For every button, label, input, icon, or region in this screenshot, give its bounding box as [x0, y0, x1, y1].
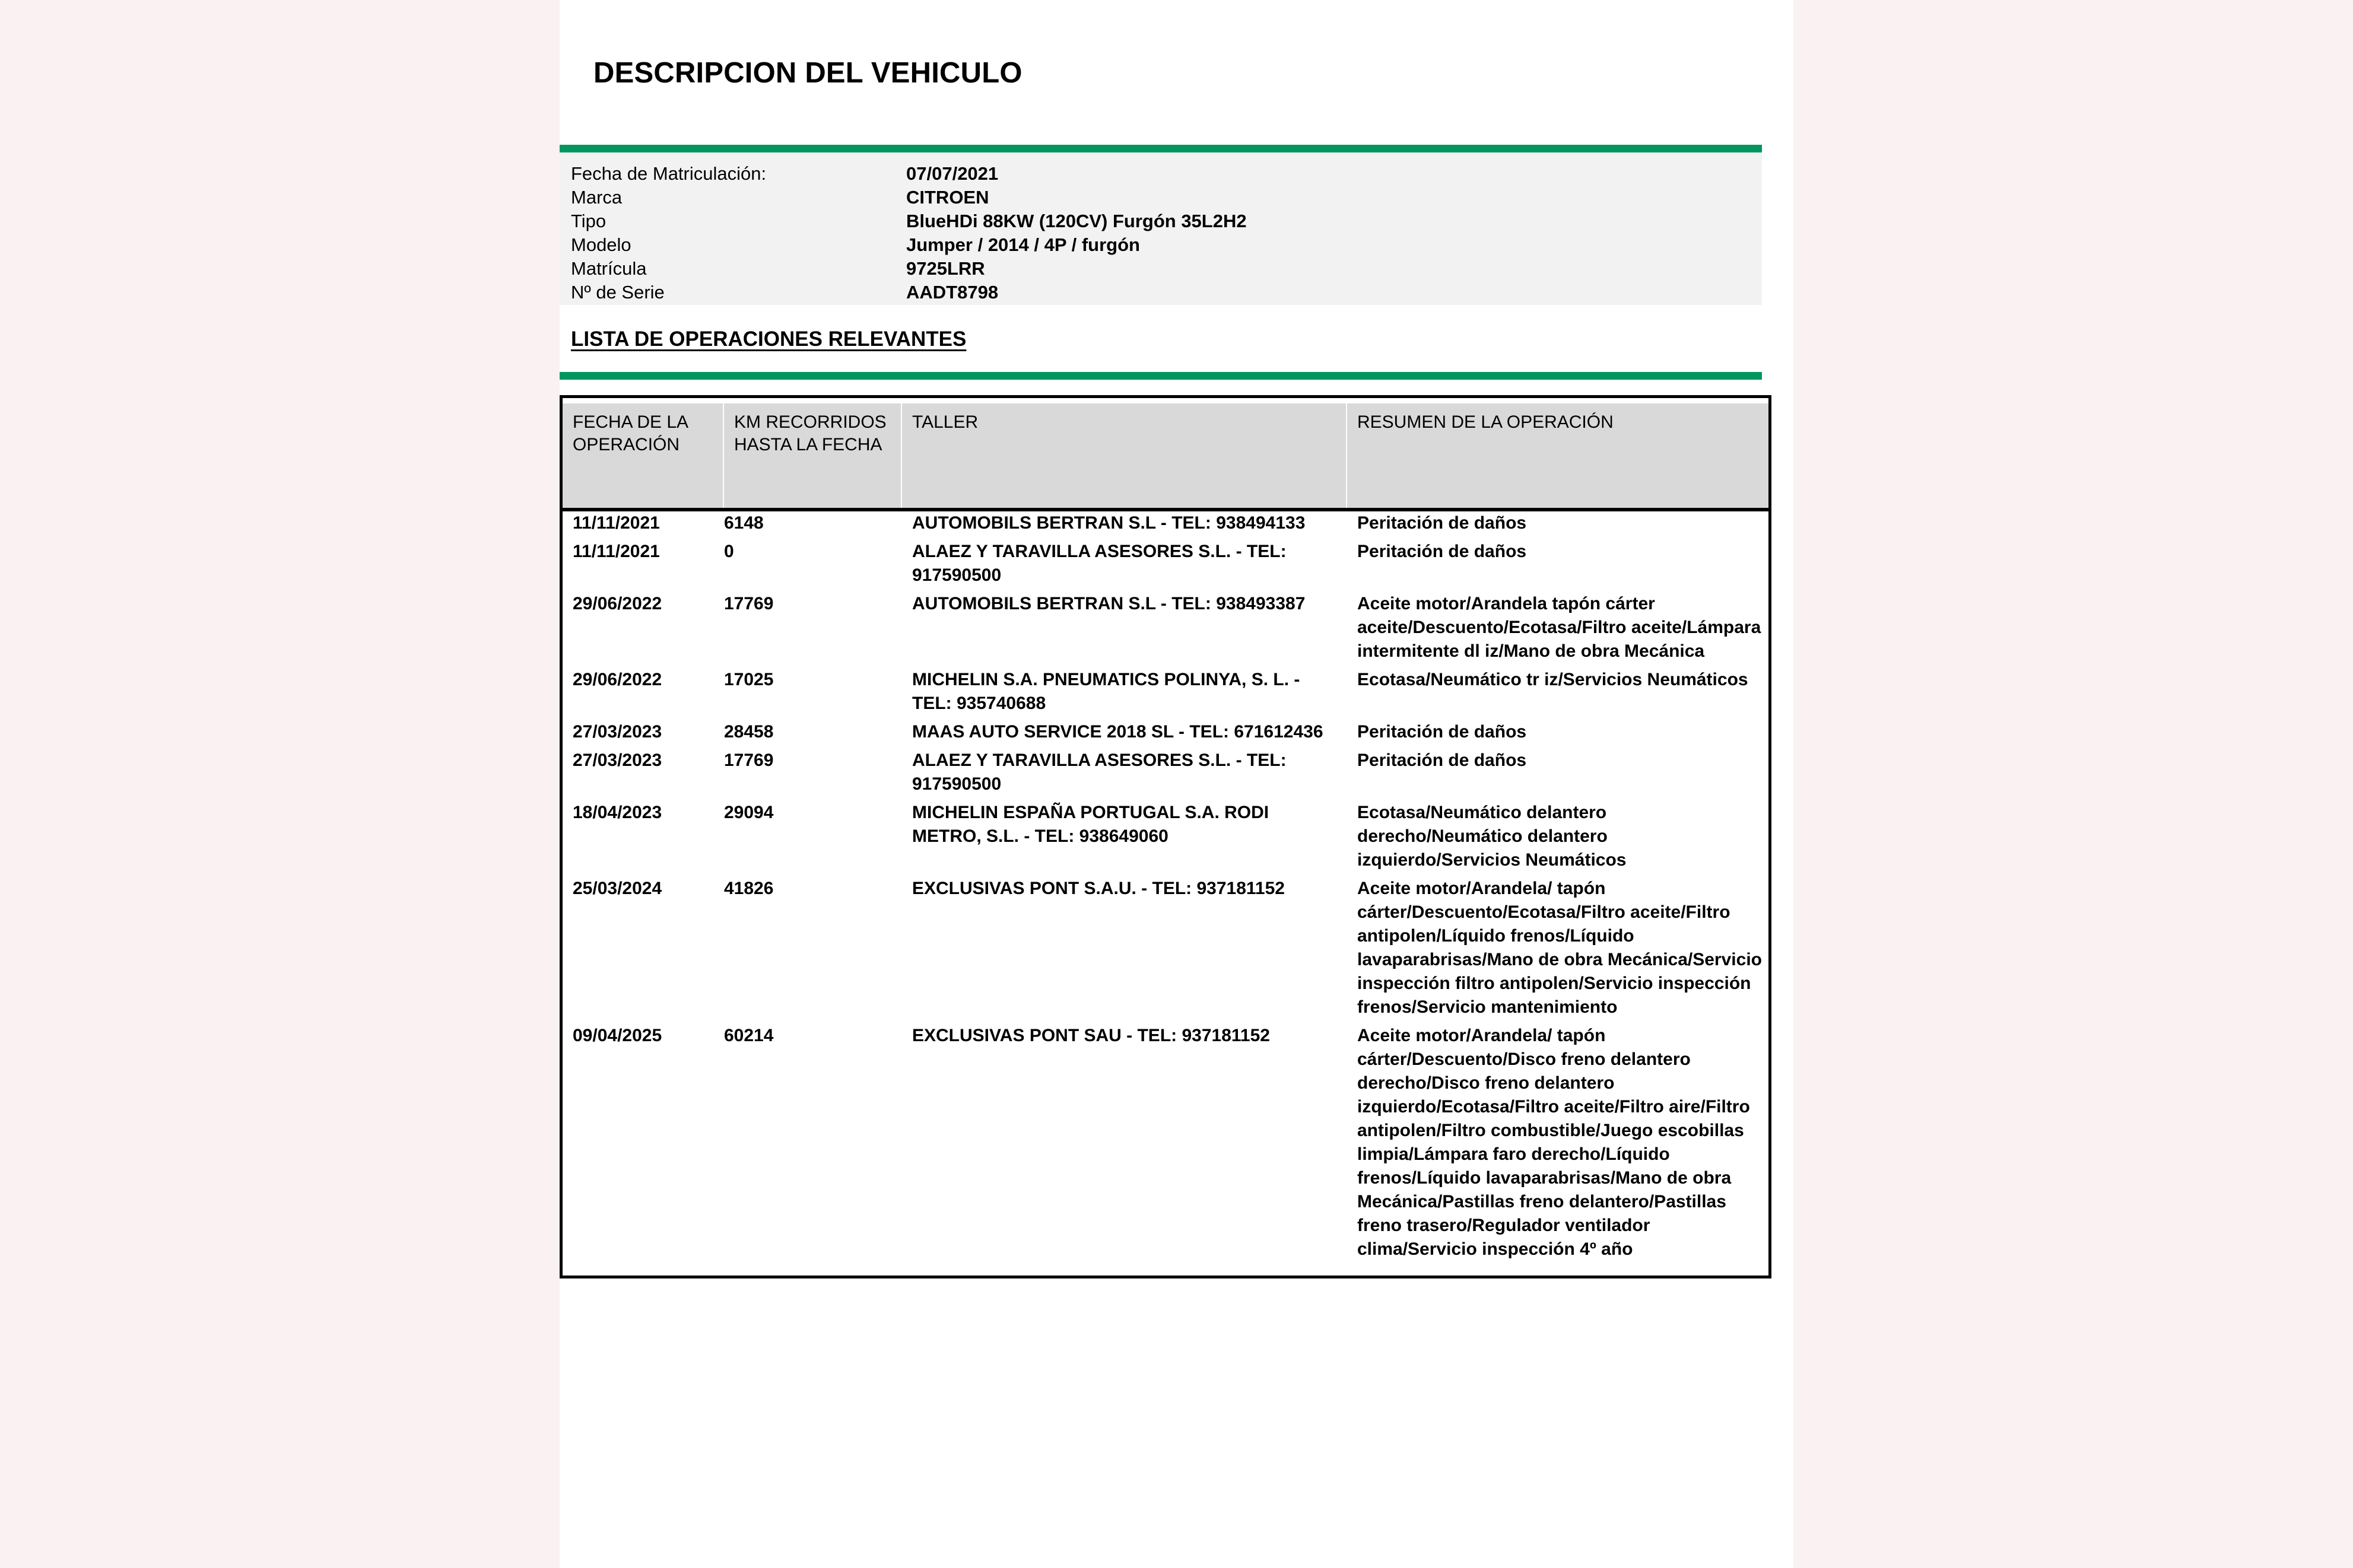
- table-row: [563, 511, 1768, 535]
- vehicle-info-value: Jumper / 2014 / 4P / furgón: [906, 234, 1140, 255]
- table-cell-resumen: Ecotasa/Neumático tr iz/Servicios Neumáticos: [1357, 670, 1748, 689]
- table-cell-km: 60214: [724, 1026, 774, 1045]
- vehicle-info-value: CITROEN: [906, 187, 989, 208]
- table-cell-taller: EXCLUSIVAS PONT SAU - TEL: 937181152: [912, 1026, 1270, 1045]
- table-cell-km: 41826: [724, 879, 774, 898]
- table-row: [563, 1024, 1768, 1261]
- table-cell-fecha: 09/04/2025: [573, 1026, 662, 1045]
- vehicle-info-value: 07/07/2021: [906, 163, 999, 184]
- table-column-header: RESUMEN DE LA OPERACIÓN: [1347, 403, 1768, 508]
- table-cell-resumen: Peritación de daños: [1357, 722, 1527, 742]
- table-row: [563, 668, 1768, 715]
- table-cell-km: 0: [724, 542, 734, 561]
- vehicle-info-label: Marca: [571, 187, 623, 208]
- vehicle-info-row: [571, 187, 1752, 211]
- vehicle-info-value: 9725LRR: [906, 258, 985, 279]
- vehicle-info-value: BlueHDi 88KW (120CV) Furgón 35L2H2: [906, 211, 1247, 231]
- table-cell-taller: MICHELIN S.A. PNEUMATICS POLINYA, S. L. - TEL: 935740688: [912, 670, 1300, 713]
- table-cell-fecha: 27/03/2023: [573, 750, 662, 770]
- table-header-row: [563, 403, 1768, 511]
- table-row: [563, 720, 1768, 744]
- table-cell-km: 6148: [724, 513, 764, 533]
- table-cell-taller: AUTOMOBILS BERTRAN S.L - TEL: 938494133: [912, 513, 1306, 533]
- vehicle-info-row: [571, 234, 1752, 258]
- table-cell-km: 29094: [724, 803, 774, 822]
- table-column-header: TALLER: [902, 403, 1346, 508]
- vehicle-info-row: [571, 282, 1752, 306]
- table-cell-fecha: 11/11/2021: [573, 513, 660, 533]
- table-cell-km: 28458: [724, 722, 774, 742]
- table-cell-resumen: Peritación de daños: [1357, 513, 1527, 533]
- vehicle-info-label: Modelo: [571, 234, 631, 255]
- table-cell-resumen: Aceite motor/Arandela/ tapón cárter/Descuento/Ecotasa/Filtro aceite/Filtro antipolen/Líquido frenos/Líquido lavaparabrisas/Mano de obra Mecánica/Servicio inspección filtro antipolen/Servicio inspección frenos/Servicio mantenimiento: [1357, 879, 1762, 1017]
- accent-rule-top: [560, 145, 1762, 152]
- table-cell-taller: ALAEZ Y TARAVILLA ASESORES S.L. - TEL: 917590500: [912, 750, 1287, 794]
- accent-rule-middle: [560, 372, 1762, 380]
- vehicle-info-panel: [560, 152, 1762, 305]
- table-row: [563, 592, 1768, 663]
- table-cell-resumen: Aceite motor/Arandela tapón cárter aceite/Descuento/Ecotasa/Filtro aceite/Lámpara intermitente dl iz/Mano de obra Mecánica: [1357, 594, 1761, 661]
- operations-table: [560, 395, 1771, 1278]
- table-cell-taller: EXCLUSIVAS PONT S.A.U. - TEL: 937181152: [912, 879, 1285, 898]
- vehicle-info-label: Tipo: [571, 211, 606, 231]
- operations-section-heading: LISTA DE OPERACIONES RELEVANTES: [571, 327, 967, 351]
- document-sheet: [560, 0, 1793, 1568]
- table-cell-fecha: 11/11/2021: [573, 542, 660, 561]
- table-cell-resumen: Peritación de daños: [1357, 542, 1527, 561]
- table-cell-km: 17769: [724, 750, 774, 770]
- table-cell-fecha: 25/03/2024: [573, 879, 662, 898]
- table-cell-fecha: 29/06/2022: [573, 670, 662, 689]
- table-cell-taller: MAAS AUTO SERVICE 2018 SL - TEL: 671612436: [912, 722, 1323, 742]
- table-row: [563, 877, 1768, 1019]
- table-cell-resumen: Peritación de daños: [1357, 750, 1527, 770]
- table-cell-taller: AUTOMOBILS BERTRAN S.L - TEL: 938493387: [912, 594, 1306, 613]
- table-row: [563, 749, 1768, 796]
- table-row: [563, 540, 1768, 587]
- table-cell-fecha: 29/06/2022: [573, 594, 662, 613]
- table-cell-resumen: Ecotasa/Neumático delantero derecho/Neumático delantero izquierdo/Servicios Neumáticos: [1357, 803, 1627, 870]
- vehicle-info-row: [571, 258, 1752, 282]
- table-cell-km: 17769: [724, 594, 774, 613]
- table-column-header: KM RECORRIDOS HASTA LA FECHA: [724, 403, 901, 508]
- vehicle-info-label: Matrícula: [571, 258, 647, 279]
- vehicle-info-label: Fecha de Matriculación:: [571, 163, 767, 184]
- vehicle-info-row: [571, 163, 1752, 187]
- table-cell-resumen: Aceite motor/Arandela/ tapón cárter/Descuento/Disco freno delantero derecho/Disco freno delantero izquierdo/Ecotasa/Filtro aceite/Filtro aire/Filtro antipolen/Filtro combustible/Juego escobillas limpia/Lámpara faro derecho/Líquido frenos/Líquido lavaparabrisas/Mano de obra Mecánica/Pastillas freno delantero/Pastillas freno trasero/Regulador ventilador clima/Servicio inspección 4º año: [1357, 1026, 1750, 1259]
- vehicle-info-value: AADT8798: [906, 282, 999, 303]
- vehicle-info-row: [571, 211, 1752, 234]
- page-title: DESCRIPCION DEL VEHICULO: [593, 56, 1023, 89]
- table-cell-taller: MICHELIN ESPAÑA PORTUGAL S.A. RODI METRO, S.L. - TEL: 938649060: [912, 803, 1269, 846]
- table-cell-taller: ALAEZ Y TARAVILLA ASESORES S.L. - TEL: 917590500: [912, 542, 1287, 585]
- table-cell-fecha: 27/03/2023: [573, 722, 662, 742]
- table-column-header: FECHA DE LA OPERACIÓN: [563, 403, 723, 508]
- table-row: [563, 801, 1768, 872]
- table-cell-km: 17025: [724, 670, 774, 689]
- table-cell-fecha: 18/04/2023: [573, 803, 662, 822]
- vehicle-info-label: Nº de Serie: [571, 282, 665, 303]
